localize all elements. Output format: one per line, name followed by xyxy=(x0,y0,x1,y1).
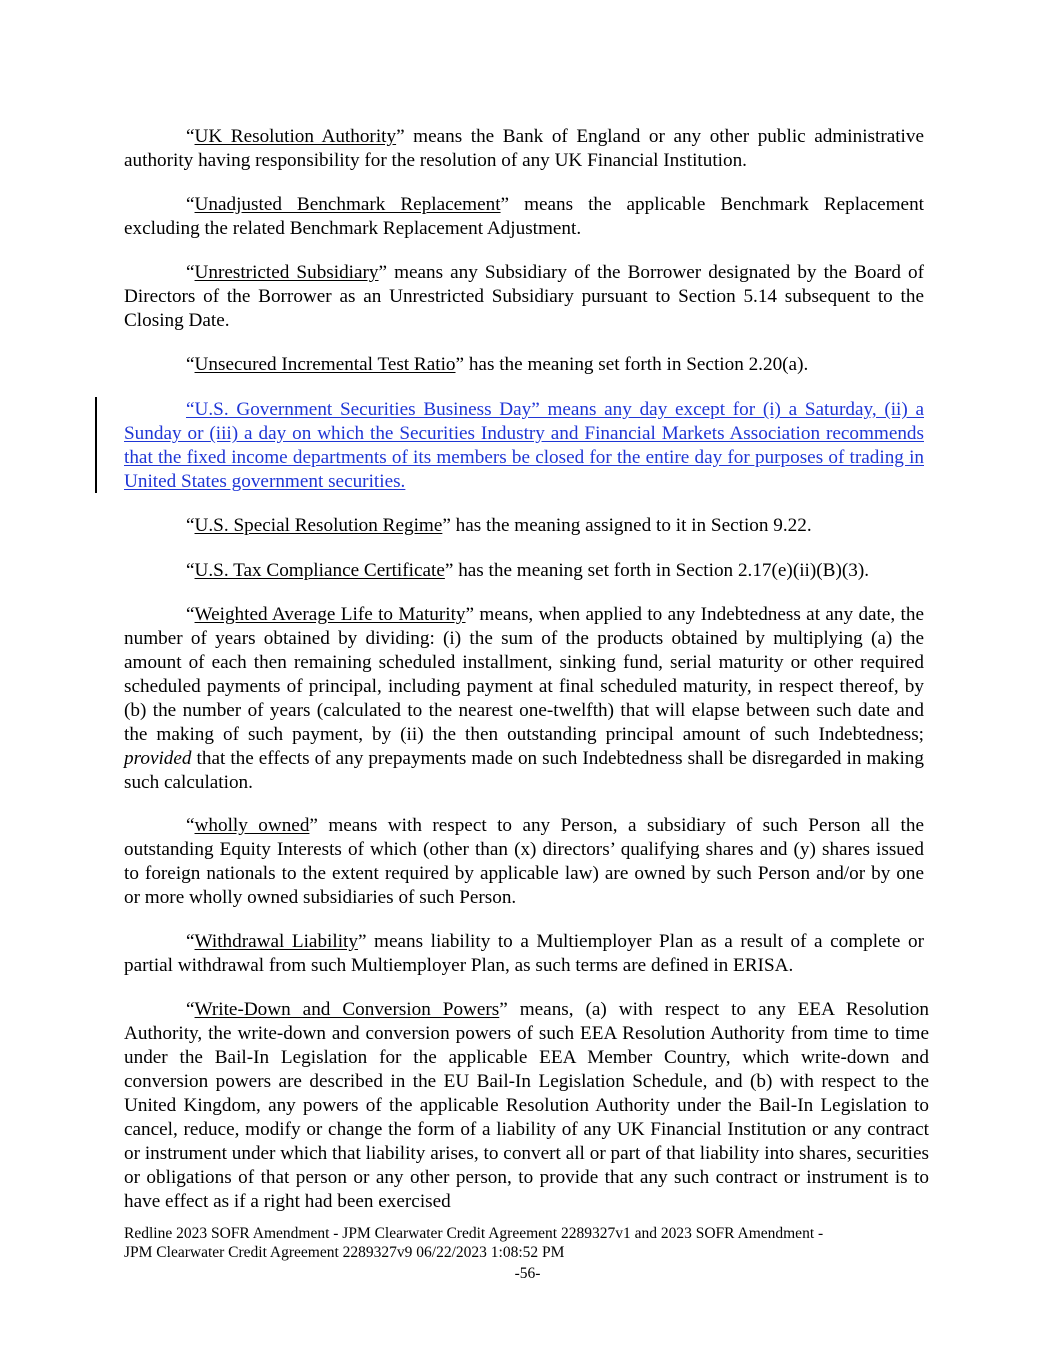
change-bar xyxy=(95,397,97,493)
definition-text: ” has the meaning set forth in Section 2.17(e)(ii)(B)(3). xyxy=(444,560,870,581)
definition-us-government-securities-business-day-inserted xyxy=(124,398,924,494)
defined-term: Unsecured Incremental Test Ratio xyxy=(194,354,456,375)
definition-uk-resolution-authority xyxy=(124,125,924,173)
italic-term: provided xyxy=(124,748,192,769)
defined-term: Unrestricted Subsidiary xyxy=(194,262,379,283)
open-quote: “ xyxy=(186,194,195,215)
page-number: -56- xyxy=(514,1265,541,1282)
defined-term: Write-Down and Conversion Powers xyxy=(194,999,500,1020)
open-quote: “ xyxy=(186,262,195,283)
footer-line-2: JPM Clearwater Credit Agreement 2289327v9 06/22/2023 1:08:52 PM xyxy=(124,1244,565,1261)
definition-withdrawal-liability xyxy=(124,930,924,978)
definition-text: ” means the applicable Benchmark Replacement excluding the related Benchmark Replacement Adjustment. xyxy=(124,194,924,239)
footer-line-1: Redline 2023 SOFR Amendment - JPM Clearwater Credit Agreement 2289327v1 and 2023 SOFR Amendment - xyxy=(124,1225,824,1242)
open-quote: “ xyxy=(186,604,195,625)
definition-text: ” means the Bank of England or any other public administrative authority having responsibility for the resolution of any UK Financial Institution. xyxy=(124,126,924,171)
definition-unsecured-incremental-test-ratio xyxy=(124,353,924,377)
defined-term: U.S. Special Resolution Regime xyxy=(194,515,443,536)
definition-text: ” has the meaning assigned to it in Section 9.22. xyxy=(442,515,812,536)
definition-text: ” means, when applied to any Indebtedness at any date, the number of years obtained by dividing: (i) the sum of the products obtained by multiplying (a) the amount of each then remaining scheduled installment, sinking fund, serial maturity or other required scheduled payments of principal, including payment at final scheduled maturity, in respect thereof, by (b) the number of years (calculated to the nearest one-twelfth) that will elapse between such date and the making of such payment, by (ii) the then outstanding principal amount of such Indebtedness; xyxy=(124,604,924,745)
open-quote: “ xyxy=(186,126,195,147)
definition-text: ” means any Subsidiary of the Borrower designated by the Board of Directors of the Borrower as an Unrestricted Subsidiary pursuant to Section 5.14 subsequent to the Closing Date. xyxy=(124,262,925,331)
inserted-text: “U.S. Government Securities Business Day” means any day except for (i) a Saturday, (ii) a Sunday or (iii) a day on which the Securities Industry and Financial Markets Association recommends that the fixed income departments of its members be closed for the entire day for purposes of trading in United States government securities. xyxy=(124,399,924,492)
definition-text-continued: that the effects of any prepayments made on such Indebtedness shall be disregarded in making such calculation. xyxy=(124,748,924,793)
definition-text: ” means with respect to any Person, a subsidiary of such Person all the outstanding Equity Interests of which (other than (x) directors’ qualifying shares and (y) shares issued to foreign nationals to the extent required by applicable law) are owned by such Person and/or by one or more wholly owned subsidiaries of such Person. xyxy=(124,815,924,908)
open-quote: “ xyxy=(186,560,195,581)
defined-term: Withdrawal Liability xyxy=(194,931,358,952)
definition-us-special-resolution-regime xyxy=(124,514,924,538)
definition-us-tax-compliance-certificate xyxy=(124,559,924,583)
definition-unrestricted-subsidiary xyxy=(124,261,924,333)
definition-text: ” means liability to a Multiemployer Plan as a result of a complete or partial withdrawal from such Multiemployer Plan, as such terms are defined in ERISA. xyxy=(124,931,924,976)
definition-write-down-and-conversion-powers xyxy=(124,998,929,1214)
open-quote: “ xyxy=(186,931,195,952)
open-quote: “ xyxy=(186,515,195,536)
defined-term: UK Resolution Authority xyxy=(194,126,397,147)
open-quote: “ xyxy=(186,354,195,375)
page-footer xyxy=(124,1224,924,1262)
open-quote: “ xyxy=(186,999,195,1020)
definition-weighted-average-life-to-maturity xyxy=(124,603,924,795)
definition-text: ” means, (a) with respect to any EEA Resolution Authority, the write-down and conversion powers of such EEA Resolution Authority from time to time under the Bail-In Legislation for the applicable EEA Member Country, which write-down and conversion powers are described in the EU Bail-In Legislation Schedule, and (b) with respect to the United Kingdom, any powers of the applicable Resolution Authority under the Bail-In Legislation to cancel, reduce, modify or change the form of a liability of any UK Financial Institution or any contract or instrument under which that liability arises, to convert all or part of that liability into shares, securities or obligations of that person or any other person, to provide that any such contract or instrument is to have effect as if a right had been exercised xyxy=(124,999,929,1212)
open-quote: “ xyxy=(186,815,195,836)
definition-unadjusted-benchmark-replacement xyxy=(124,193,924,241)
defined-term: wholly owned xyxy=(194,815,310,836)
definition-wholly-owned xyxy=(124,814,924,910)
defined-term: U.S. Tax Compliance Certificate xyxy=(194,560,445,581)
defined-term: Unadjusted Benchmark Replacement xyxy=(194,194,501,215)
definition-text: ” has the meaning set forth in Section 2.20(a). xyxy=(455,354,809,375)
defined-term: Weighted Average Life to Maturity xyxy=(194,604,466,625)
